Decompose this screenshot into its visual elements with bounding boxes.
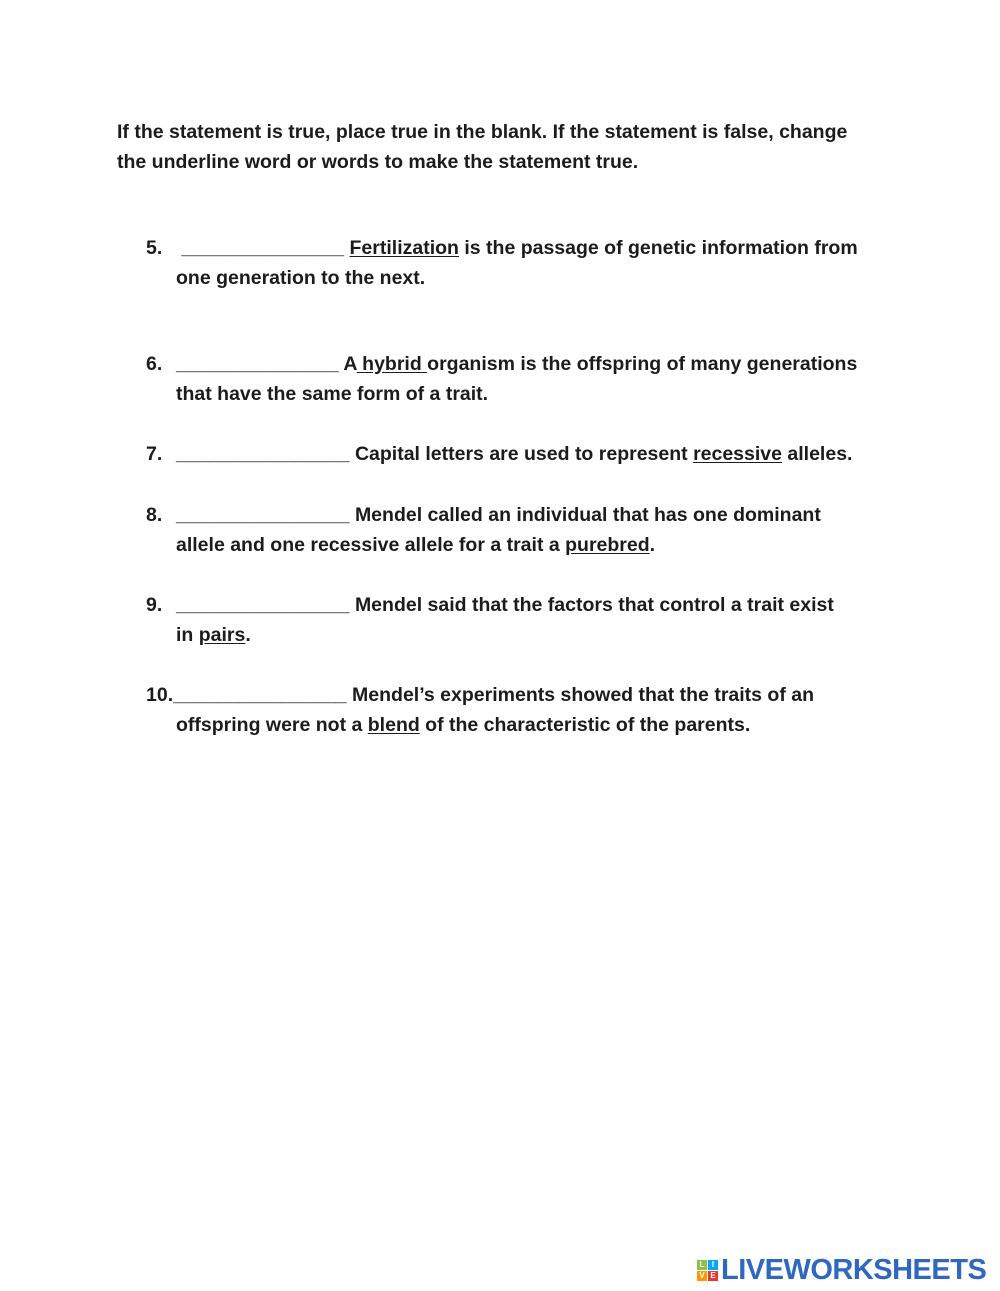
question-10: [146, 680, 906, 740]
answer-blank[interactable]: ________________: [173, 684, 353, 706]
underlined-term: blend: [367, 714, 420, 736]
statement-text: is the passage of genetic information from: [458, 237, 858, 259]
question-number: 9.: [146, 594, 163, 616]
statement-text: Mendel said that the factors that control a trait exist: [354, 594, 834, 616]
question-number: 6.: [146, 353, 163, 375]
instructions: [117, 117, 907, 177]
underlined-term: pairs: [198, 624, 246, 646]
answer-blank[interactable]: _______________ A: [176, 353, 357, 375]
statement-continuation: allele and one recessive allele for a trait a: [176, 534, 566, 556]
answer-blank[interactable]: ________________: [176, 443, 355, 465]
underlined-term: purebred: [565, 534, 650, 556]
question-number: 7.: [146, 443, 163, 465]
underlined-term: hybrid: [356, 353, 428, 375]
statement-continuation: one generation to the next.: [176, 267, 426, 289]
statement-end: of the characteristic of the parents.: [419, 714, 751, 736]
question-8: [146, 500, 906, 560]
underlined-term: Fertilization: [349, 237, 459, 259]
statement-text-end: alleles.: [781, 443, 853, 465]
statement-text: Mendel’s experiments showed that the traits of an: [352, 684, 815, 706]
liveworksheets-logo: [697, 1255, 986, 1285]
statement-text: Mendel called an individual that has one dominant: [354, 504, 821, 526]
question-number: 5.: [146, 237, 163, 259]
instructions-line-1: If the statement is true, place true in the blank. If the statement is false, change: [117, 121, 848, 143]
question-5: [146, 233, 906, 293]
logo-mark-cell: L: [697, 1260, 707, 1270]
question-7: [146, 439, 906, 469]
answer-blank[interactable]: ________________: [176, 594, 355, 616]
instructions-line-2: the underline word or words to make the statement true.: [117, 151, 639, 173]
logo-text: LIVEWORKSHEETS: [721, 1253, 987, 1286]
logo-mark-cell: V: [697, 1271, 707, 1281]
logo-mark-icon: [697, 1260, 718, 1281]
statement-text: organism is the offspring of many generations: [427, 353, 858, 375]
answer-blank[interactable]: ________________: [176, 504, 355, 526]
statement-text: Capital letters are used to represent: [354, 443, 694, 465]
question-number: 8.: [146, 504, 163, 526]
statement-end: .: [245, 624, 251, 646]
logo-mark-cell: I: [708, 1260, 718, 1270]
question-6: [146, 349, 906, 409]
answer-blank[interactable]: _______________: [176, 237, 350, 259]
statement-continuation: offspring were not a: [176, 714, 368, 736]
statement-end: .: [649, 534, 656, 556]
statement-continuation: that have the same form of a trait.: [176, 383, 489, 405]
underlined-term: recessive: [693, 443, 782, 465]
statement-continuation: in: [176, 624, 199, 646]
logo-mark-cell: E: [708, 1271, 718, 1281]
question-number: 10.: [146, 684, 174, 706]
question-9: [146, 590, 906, 650]
